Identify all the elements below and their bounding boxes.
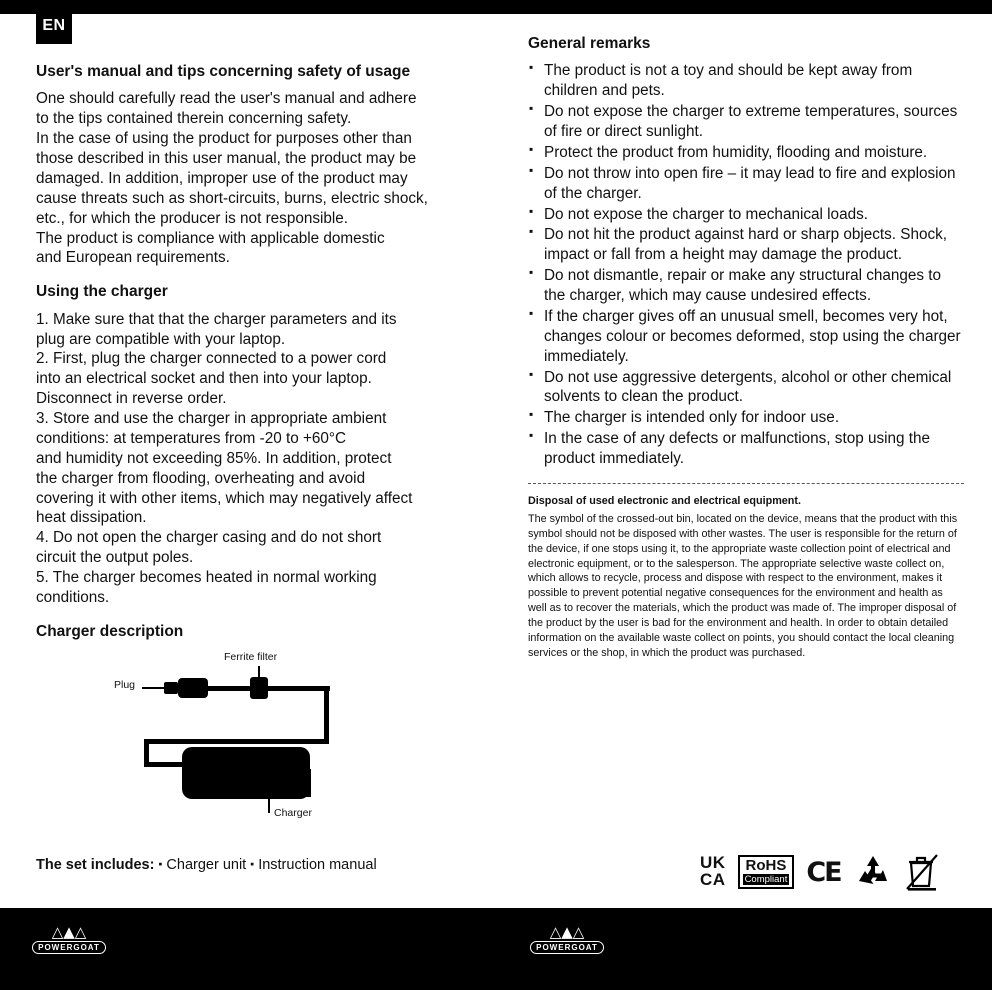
using-line: circuit the output poles. (36, 549, 194, 567)
rohs-line2: Compliant (744, 873, 788, 885)
list-item: ▪ Do not dismantle, repair or make any structural changes to the charger, which may cause undesired effects. (528, 266, 964, 306)
manual-line: damaged. In addition, improper use of the product may (36, 169, 408, 187)
rohs-line1: RoHS (745, 856, 787, 874)
diagram-label-plug: Plug (114, 679, 136, 692)
list-item: ▪ If the charger gives off an unusual smell, becomes very hot, changes colour or becomes deformed, stop using the charger immediately. (528, 307, 964, 367)
ukca-line1: UK (700, 853, 726, 873)
list-item: ▪ Do not expose the charger to extreme temperatures, sources of fire or direct sunlight. (528, 102, 964, 142)
list-item: ▪ Protect the product from humidity, flooding and moisture. (528, 143, 964, 163)
manual-line: to the tips contained therein concerning safety. (36, 110, 352, 128)
set-includes-item: Charger unit (166, 857, 247, 873)
cable-segment-6 (144, 762, 186, 767)
weee-crossed-bin-icon (905, 852, 939, 892)
bottom-black-bar (0, 908, 992, 990)
manual-line: In the case of using the product for purposes other than (36, 130, 412, 148)
cable-segment-1 (208, 686, 250, 691)
output-cable (306, 769, 311, 797)
list-item: ▪ Do not hit the product against hard or sharp objects. Shock, impact or fall from a height may damage the product. (528, 225, 964, 265)
general-remarks-heading: General remarks (528, 35, 651, 52)
using-line: plug are compatible with your laptop. (36, 330, 286, 348)
manual-line: The product is compliance with applicable domestic (36, 229, 385, 247)
set-includes (36, 857, 377, 874)
using-line: conditions. (36, 588, 110, 606)
set-includes-label: The set includes: (36, 857, 155, 873)
using-line: 5. The charger becomes heated in normal working (36, 569, 377, 586)
bullet-glyph: ▪ (158, 858, 163, 871)
list-item: ▪ The product is not a toy and should be kept away from children and pets. (528, 61, 964, 101)
brand-name: POWERGOAT (32, 941, 106, 954)
dc-plug-tip (164, 682, 178, 694)
manual-line: cause threats such as short-circuits, burns, electric shock, (36, 189, 428, 207)
set-includes-item: Instruction manual (258, 857, 377, 873)
right-column (528, 34, 964, 661)
manual-line: those described in this user manual, the product may be (36, 150, 417, 167)
goat-horns-icon: △▲△ (549, 923, 585, 941)
dc-plug-body (178, 678, 208, 698)
charger-brick (182, 747, 310, 799)
general-remarks-list (528, 61, 964, 469)
using-line: heat dissipation. (36, 509, 147, 527)
list-item: ▪ In the case of any defects or malfunctions, stop using the product immediately. (528, 429, 964, 469)
manual-line: One should carefully read the user's manual and adhere (36, 90, 417, 108)
bullet-glyph: ▪ (250, 858, 255, 871)
cable-segment-2 (268, 686, 330, 691)
diagram-label-charger: Charger (274, 807, 312, 820)
manual-line: etc., for which the producer is not responsible. (36, 209, 349, 227)
manual-paragraph (36, 89, 488, 268)
language-badge: EN (36, 8, 72, 44)
disposal-text: The symbol of the crossed-out bin, located on the device, means that the product with this symbol should not be disposed with other wastes. The user is responsible for the return of the device, if one stops using it, to the appropriate waste collection point of electrical and electronic equipment, or to the salesperson. The appropriate selective waste collect on, which allows to recycle, process and dispose with respect to the environment, makes it possible to prevent potential negative consequences for the environment and health as well as to recover the materials, which the product was made of. The improper disposal of the product by the user is bad for the environment and health. In order to obtain detailed information on the available waste collect on points, you should contact the local cleaning services or the shop, in which the product was purchased. (528, 512, 958, 659)
cable-segment-4 (144, 739, 329, 744)
top-black-bar (0, 0, 992, 14)
recycling-icon (853, 853, 893, 891)
using-line: Disconnect in reverse order. (36, 390, 227, 408)
brand-logo-left (32, 925, 106, 971)
using-line: and humidity not exceeding 85%. In addition, protect (36, 449, 392, 467)
list-item: ▪ Do not throw into open fire – it may lead to fire and explosion of the charger. (528, 164, 964, 204)
using-line: 3. Store and use the charger in appropriate ambient (36, 410, 387, 427)
certification-marks (700, 846, 962, 898)
diagram-label-ferrite: Ferrite filter (224, 651, 278, 664)
list-item: ▪ Do not use aggressive detergents, alcohol or other chemical solvents to clean the product. (528, 368, 964, 408)
using-line: into an electrical socket and then into your laptop. (36, 370, 372, 388)
list-item: ▪ Do not expose the charger to mechanical loads. (528, 205, 964, 225)
charger-diagram (36, 649, 488, 834)
left-column (36, 62, 488, 834)
using-line: conditions: at temperatures from -20 to +60°C (36, 429, 347, 447)
manual-heading: User's manual and tips concerning safety of usage (36, 63, 411, 80)
rohs-mark (738, 855, 795, 890)
disposal-title: Disposal of used electronic and electrical equipment. (528, 494, 801, 507)
section-divider (528, 483, 964, 484)
manual-line: and European requirements. (36, 249, 230, 267)
plug-leader-line (142, 687, 164, 689)
ukca-mark (700, 855, 726, 888)
ferrite-bead (250, 677, 268, 699)
goat-horns-icon: △▲△ (51, 923, 87, 941)
brand-logo-center (530, 925, 604, 971)
using-line: 2. First, plug the charger connected to a power cord (36, 350, 387, 368)
charger-leader-line (268, 799, 270, 813)
using-line: 4. Do not open the charger casing and do not short (36, 529, 382, 547)
ukca-line2: CA (700, 870, 726, 889)
charger-description-heading: Charger description (36, 622, 184, 640)
using-charger-steps (36, 310, 488, 608)
brand-name: POWERGOAT (530, 941, 604, 954)
using-line: 1. Make sure that that the charger parameters and its (36, 310, 397, 328)
using-line: covering it with other items, which may negatively affect (36, 489, 413, 507)
ce-mark: CE (806, 856, 841, 888)
list-item: ▪ The charger is intended only for indoor use. (528, 408, 964, 428)
cable-segment-3 (324, 686, 329, 744)
using-charger-heading: Using the charger (36, 283, 168, 301)
using-line: the charger from flooding, overheating and avoid (36, 469, 366, 487)
